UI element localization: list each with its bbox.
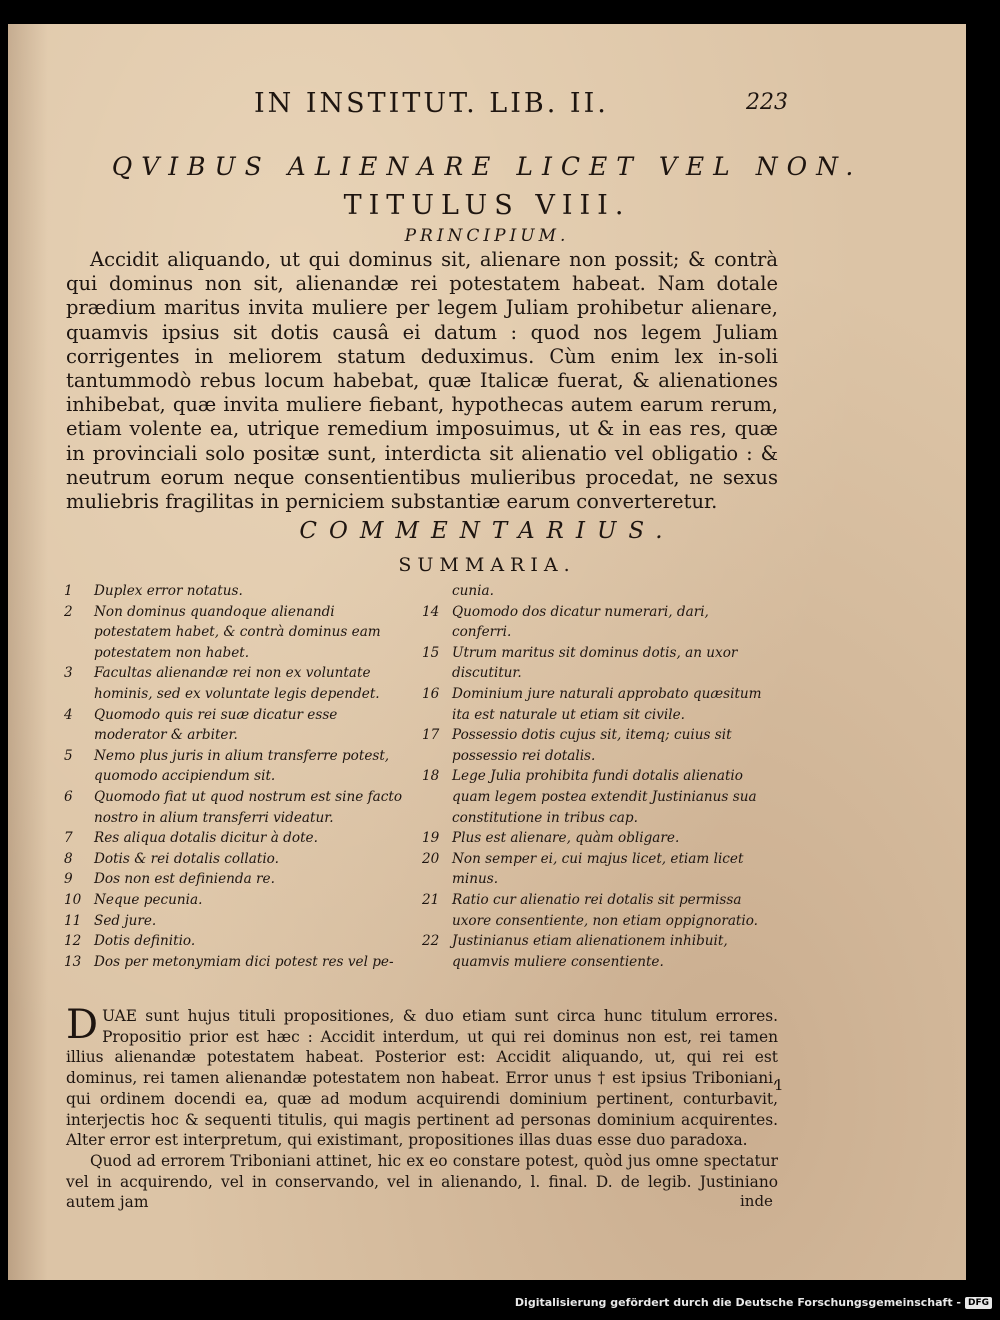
summaria-item-text: Non semper ei, cui majus licet, etiam licet minus. [452,850,744,888]
summaria-item-text: Res aliqua dotalis dicitur à dote. [94,830,318,847]
summaria-item [64,849,409,870]
summaria-item-number: 21 [422,891,440,908]
page-header [8,88,966,122]
summaria-item-text: Nemo plus juris in alium transferre potest, quomodo accipiendum sit. [94,747,390,785]
summaria-item [64,581,409,602]
principium-heading: PRINCIPIUM. [404,226,570,246]
summaria-item [64,663,409,704]
summaria-item-number: 6 [64,788,73,805]
summaria-item-number: 12 [64,933,82,950]
page-number: 223 [746,90,788,115]
titulus-heading: TITULUS VIII. [343,190,631,221]
summaria-item-number: 2 [64,603,73,620]
summaria-item [64,602,409,664]
summaria-item-text: Dominium jure naturali approbato quæsitum ita est naturale ut etiam sit civile. [452,685,762,723]
summaria-item-number: 11 [64,912,82,929]
summaria-item [64,952,409,973]
summaria-item-number: 3 [64,665,73,682]
summaria-item [422,828,772,849]
summaria-item-number: 17 [422,727,440,744]
summaria-item [422,931,772,972]
margin-note: 1 [774,1076,784,1094]
summaria-item-number: 19 [422,830,440,847]
summaria-item-text: Dos per metonymiam dici potest res vel pe- [94,953,394,970]
summaria-item-text: Dos non est definienda re. [94,871,275,888]
summaria-item-number: 20 [422,850,440,867]
summaria-item [422,643,772,684]
summaria-item [64,705,409,746]
summaria-item-text: Lege Julia prohibita fundi dotalis alienatio quam legem postea extendit Justinianus sua constitutione in tribus cap. [452,768,757,826]
summaria-left-column [64,581,409,972]
summaria-item [64,931,409,952]
summaria-item [422,581,772,602]
summaria-item [422,766,772,828]
summaria-item [64,746,409,787]
summaria-item-text: Utrum maritus sit dominus dotis, an uxor discutitur. [452,644,738,682]
summaria-item [64,787,409,828]
summaria-item-text: Quomodo dos dicatur numerari, dari, conferri. [452,603,709,641]
summaria-item [422,890,772,931]
footer-text: Digitalisierung gefördert durch die Deutsche Forschungsgemeinschaft - [514,1296,961,1309]
summaria-item-text: Quomodo quis rei suæ dicatur esse moderator & arbiter. [94,706,338,744]
summaria-item [64,911,409,932]
summaria-item-text: Duplex error notatus. [94,583,243,599]
summaria-item-number: 22 [422,933,440,950]
summaria-item [64,890,409,911]
summaria-item [422,602,772,643]
summaria-item-text: cunia. [452,583,494,599]
summaria-item-text: Ratio cur alienatio rei dotalis sit permissa uxore consentiente, non etiam oppignoratio. [452,891,758,929]
commentary-paragraph-1: UAE sunt hujus tituli propositiones, & duo etiam sunt circa hunc titulum errores. Propositio prior est hæc : Accidit interdum, ut qui rei dominus non est, rei tamen illius alienandæ potestatem habeat. Posterior est: Accidit aliquando, ut, qui rei est dominus, rei tamen alienandæ potestatem non habeat. Error unus † est ipsius Triboniani, qui ordinem docendi ea, quæ ad modum acquirendi dominium pertinent, conturbavit, interjectis hoc & sequenti titulis, qui magis pertinent ad personas dominium acquirentes. Alter error est interpretum, qui existimant, propositiones illas duas esse duo paradoxa. [66,1007,778,1150]
summaria-item-number: 9 [64,871,73,888]
summaria-item-number: 5 [64,747,73,764]
summaria-item [64,828,409,849]
summaria-item-text: Sed jure. [94,912,157,929]
summaria-item-text: Plus est alienare, quàm obligare. [452,830,680,847]
summaria-item-number: 13 [64,953,82,970]
summaria-item-number: 8 [64,850,73,867]
drop-cap: D [66,1002,99,1048]
summaria-right-column [422,581,772,972]
summaria-item-text: Facultas alienandæ rei non ex voluntate hominis, sed ex voluntate legis dependet. [94,665,380,702]
summaria-item-number: 10 [64,891,82,908]
summaria-item [422,849,772,890]
commentary-paragraph-2: Quod ad errorem Triboniani attinet, hic ex eo constare potest, quòd jus omne spectatur vel in acquirendo, vel in conservando, vel in alienando, l. final. D. de legib. Justiniano autem jam [66,1151,778,1212]
summaria-item-text: Neque pecunia. [94,891,203,908]
summaria-item-number: 18 [422,768,440,785]
summaria-item-text: Non dominus quandoque alienandi potestatem habet, & contrà dominus eam potestatem non habet. [94,603,381,661]
summaria-item-text: Justinianus etiam alienationem inhibuit, quamvis muliere consentiente. [452,933,728,970]
summaria-item-number: 14 [422,603,440,620]
summaria-item-number [422,581,452,602]
dfg-logo: DFG [965,1297,992,1309]
summaria-item-number: 4 [64,706,73,723]
catchword: inde [740,1192,773,1210]
summaria-item-text: Possessio dotis cujus sit, itemq; cuius sit possessio rei dotalis. [452,727,732,764]
section-title: QVIBUS ALIENARE LICET VEL NON. [111,152,863,181]
digitization-footer [515,1296,992,1309]
summaria-item-number: 15 [422,644,440,661]
principium-text: Accidit aliquando, ut qui dominus sit, alienare non possit; & contrà qui dominus non sit, alienandæ rei potestatem habeat. Nam dotale prædium maritus invita muliere per legem Juliam prohibetur alienare, quamvis ipsius sit dotis causâ ei datum : quod nos legem Juliam corrigentes in meliorem statum deduximus. Cùm enim lex in-soli tantummodò rebus locum habebat, quæ Italicæ fuerat, & alienationes inhibebat, quæ invita muliere fiebant, hypothecas autem earum rerum, etiam volente ea, utrique remedium imposuimus, ut & in eas res, quæ in provinciali solo positæ sunt, interdicta sit alienatio vel obligatio : & neutrum eorum neque consentientibus mulieribus procedat, ne sexus muliebris fragilitas in perniciem substantiæ earum converteretur. [66,248,778,514]
book-page [8,24,966,1280]
commentary-body [66,1002,778,1213]
commentarius-heading: COMMENTARIUS. [299,518,675,544]
summaria-heading: SUMMARIA. [398,554,576,576]
summaria-item-number: 1 [64,583,73,599]
summaria-item-text: Quomodo fiat ut quod nostrum est sine facto nostro in alium transferri videatur. [94,788,403,826]
summaria-item [422,725,772,766]
summaria-item-number: 16 [422,685,440,702]
summaria-item [422,684,772,725]
running-head: IN INSTITUT. LIB. II. [254,88,609,119]
summaria-item [64,869,409,890]
summaria-item-text: Dotis definitio. [94,933,196,950]
summaria-item-number: 7 [64,830,73,847]
summaria-item-text: Dotis & rei dotalis collatio. [94,850,279,867]
